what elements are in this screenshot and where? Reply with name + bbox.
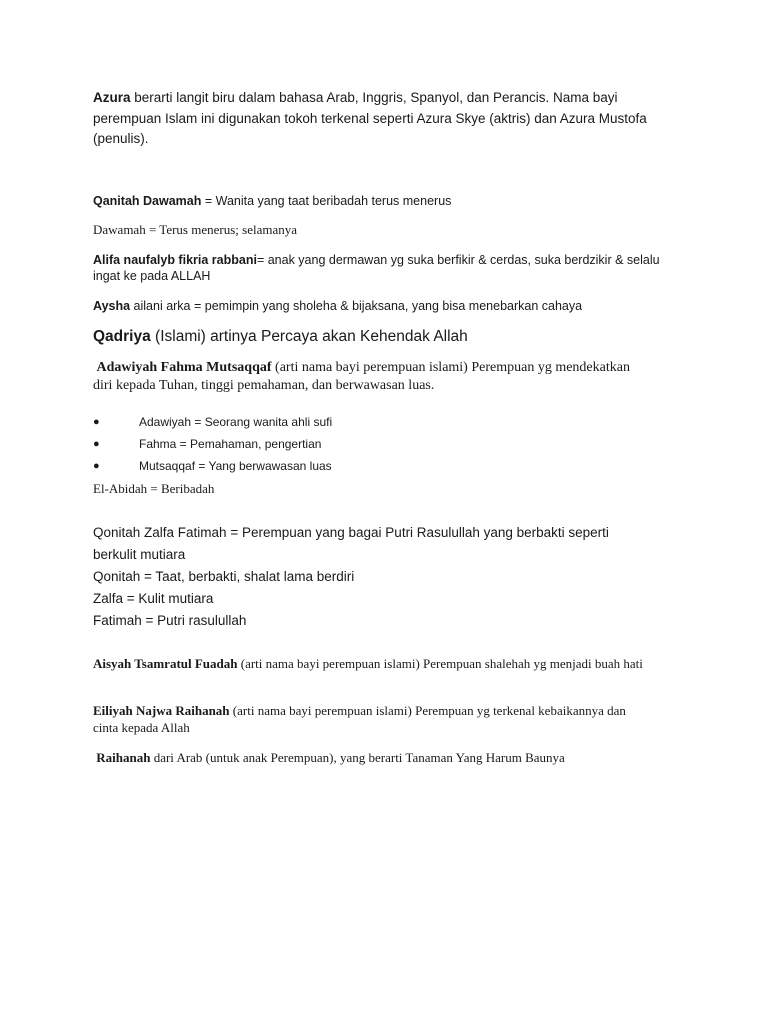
qonitah-line: berkulit mutiara: [93, 547, 186, 562]
paragraph-adawiyah: [93, 359, 643, 395]
list-item-text: Adawiyah = Seorang wanita ahli sufi: [139, 415, 333, 429]
term-eiliyah: Eiliyah Najwa Raihanah: [93, 703, 230, 718]
bullet-dot-icon: ●: [93, 460, 100, 472]
qonitah-line: Qonitah Zalfa Fatimah = Perempuan yang bagai Putri Rasulullah yang berbakti seperti: [93, 525, 609, 540]
aysha-meaning: ailani arka = pemimpin yang sholeha & bijaksana, yang bisa menebarkan cahaya: [130, 299, 583, 313]
term-azura: Azura: [93, 90, 131, 105]
paragraph-qanitah-dawamah: [93, 193, 693, 209]
list-item-text: Fahma = Pemahaman, pengertian: [139, 437, 322, 451]
term-adawiyah: Adawiyah Fahma Mutsaqqaf: [96, 360, 272, 375]
paragraph-alifa: [93, 252, 683, 284]
aisyah-meaning: (arti nama bayi perempuan islami) Perempuan shalehah yg menjadi buah hati: [237, 656, 643, 671]
term-aisyah: Aisyah Tsamratul Fuadah: [93, 656, 238, 671]
qonitah-line: Qonitah = Taat, berbakti, shalat lama berdiri: [93, 569, 355, 584]
paragraph-aysha: [93, 298, 693, 314]
eiliyah-meaning: (arti nama bayi perempuan islami) Perempuan yg terkenal kebaikannya dan cinta kepada Allah: [93, 703, 626, 735]
list-item: [93, 436, 693, 458]
paragraph-azura: [93, 88, 685, 150]
bullet-dot-icon: ●: [93, 416, 100, 428]
bullet-list: [93, 414, 693, 480]
paragraph-eiliyah: [93, 702, 653, 736]
adawiyah-meaning: (arti nama bayi perempuan islami) Perempuan yg mendekatkan diri kepada Tuhan, tinggi pemahaman, dan berwawasan luas.: [93, 360, 630, 393]
list-item: [93, 458, 693, 480]
term-alifa: Alifa naufalyb fikria rabbani: [93, 253, 257, 267]
paragraph-aisyah: [93, 655, 653, 672]
qanitah-dawamah-meaning: = Wanita yang taat beribadah terus menerus: [201, 194, 452, 208]
alifa-meaning: = anak yang dermawan yg suka berfikir & cerdas, suka berdzikir & selalu ingat ke pada ALLAH: [93, 253, 660, 283]
qonitah-line: Fatimah = Putri rasulullah: [93, 613, 247, 628]
term-qadriya: Qadriya: [93, 328, 151, 345]
bullet-dot-icon: ●: [93, 438, 100, 450]
qadriya-meaning: (Islami) artinya Percaya akan Kehendak Allah: [150, 328, 468, 345]
term-aysha: Aysha: [93, 299, 131, 313]
paragraph-qadriya: [93, 327, 693, 347]
raihanah-meaning: dari Arab (untuk anak Perempuan), yang berarti Tanaman Yang Harum Baunya: [150, 750, 565, 765]
paragraph-dawamah: Dawamah = Terus menerus; selamanya: [93, 222, 298, 237]
paragraph-raihanah: [93, 749, 693, 766]
list-item-text: Mutsaqqaf = Yang berwawasan luas: [139, 459, 332, 473]
qonitah-line: Zalfa = Kulit mutiara: [93, 591, 214, 606]
paragraph-el-abidah: El-Abidah = Beribadah: [93, 481, 215, 496]
list-item: [93, 414, 693, 436]
term-raihanah: Raihanah: [96, 750, 151, 765]
paragraph-qonitah-zalfa-fatimah: [93, 522, 653, 632]
term-qanitah-dawamah: Qanitah Dawamah: [93, 194, 202, 208]
azura-meaning: berarti langit biru dalam bahasa Arab, Inggris, Spanyol, dan Perancis. Nama bayi perempuan Islam ini digunakan tokoh terkenal seperti Azura Skye (aktris) dan Azura Mustofa (penulis).: [93, 90, 647, 146]
